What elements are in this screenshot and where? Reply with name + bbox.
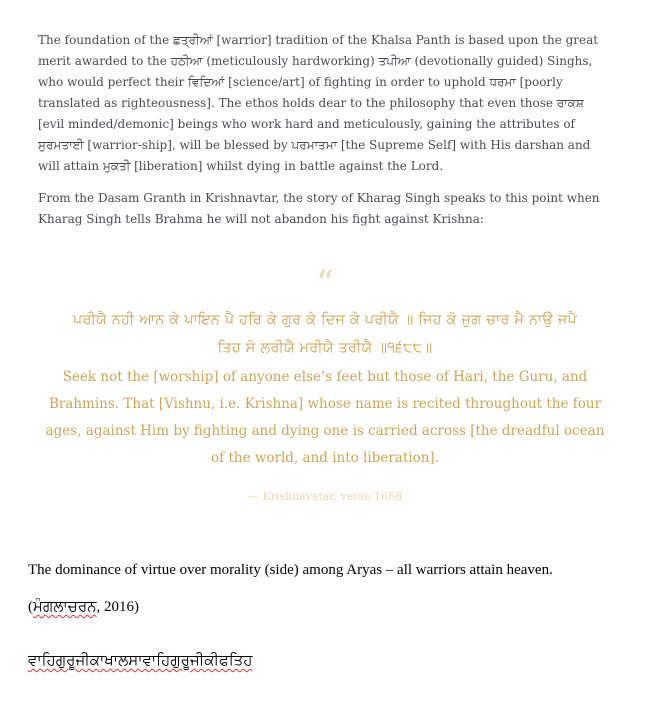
misspelled-word[interactable]: ਮੰਗਲਾਚਰਨ: [33, 599, 97, 615]
verse-citation: — Krishnavatar, verse 1688: [247, 490, 403, 503]
context-paragraph: From the Dasam Granth in Krishnavtar, the story of Kharag Singh speaks to this point when Kharag Singh tells Brahma he will not abandon his fight against Krishna:: [38, 191, 600, 226]
blockquote: [20, 263, 630, 503]
reference-year: , 2016): [96, 599, 140, 615]
quote-mark-icon: “: [316, 263, 334, 303]
intro-paragraph: The foundation of the ਛਤ੍ਰੀਆਂ [warrior] tradition of the Khalsa Panth is based upon the great merit awarded to the ਹਠੀਆ (meticulously hardworking) ਤਪੀਆ (devotionally guided) Singhs, who would perfect their ਵਿਦਿਆਂ [science/art] of fighting in order to uphold ਧਰਮਾ [poorly translated as righteousness]. The ethos holds dear to the philosophy that even those ਰਾਕਸ਼ [evil minded/demonic] beings who work hard and meticulously, gaining the attributes of ਸੁਰਮਤਾਈ [warrior-ship], will be blessed by ਪਰਮਾਤਮਾ [the Supreme Self] with His darshan and will attain ਮੁਕਤੀ [liberation] whilst dying in battle against the Lord.: [38, 33, 599, 173]
article-body: [38, 30, 612, 241]
verse-translation: Seek not the [worship] of anyone else’s feet but those of Hari, the Guru, and Brahmins. That [Vishnu, i.e. Krishna] whose name is recited throughout the four ages, against Him by fighting and dying one is carried across [the dreadful ocean of the world, and into liberation].: [45, 369, 605, 466]
document-line-greeting[interactable]: ਵਾਹਿਗੁਰੂਜੀਕਾਖਾਲਸਾਵਾਹਿਗੁਰੂਜੀਕੀਫਤਿਹ: [28, 653, 253, 669]
gurmukhi-verse-line-2: ਤਿਹ ਸੋ ਲਰੀਯੈ ਮਰੀਯੈ ਤਰੀਯੈ ॥੧੬੮੮॥: [217, 340, 433, 356]
reference-open-paren: (: [28, 599, 33, 615]
document-line-thesis[interactable]: The dominance of virtue over morality (side) among Aryas – all warriors attain heaven.: [28, 562, 553, 578]
gurmukhi-verse-line-1: ਪਰੀਯੈ ਨਹੀ ਆਨ ਕੇ ਪਾਇਨ ਪੈ ਹਰਿ ਕੇ ਗੁਰ ਕੇ ਦਿਜ ਕੇ ਪਰੀਯੈ ॥ ਜਿਹ ਕੋ ਜੁਗ ਚਾਰ ਮੈ ਨਾਉ ਜਪੈ: [72, 312, 578, 328]
document-line-reference[interactable]: [28, 598, 139, 616]
